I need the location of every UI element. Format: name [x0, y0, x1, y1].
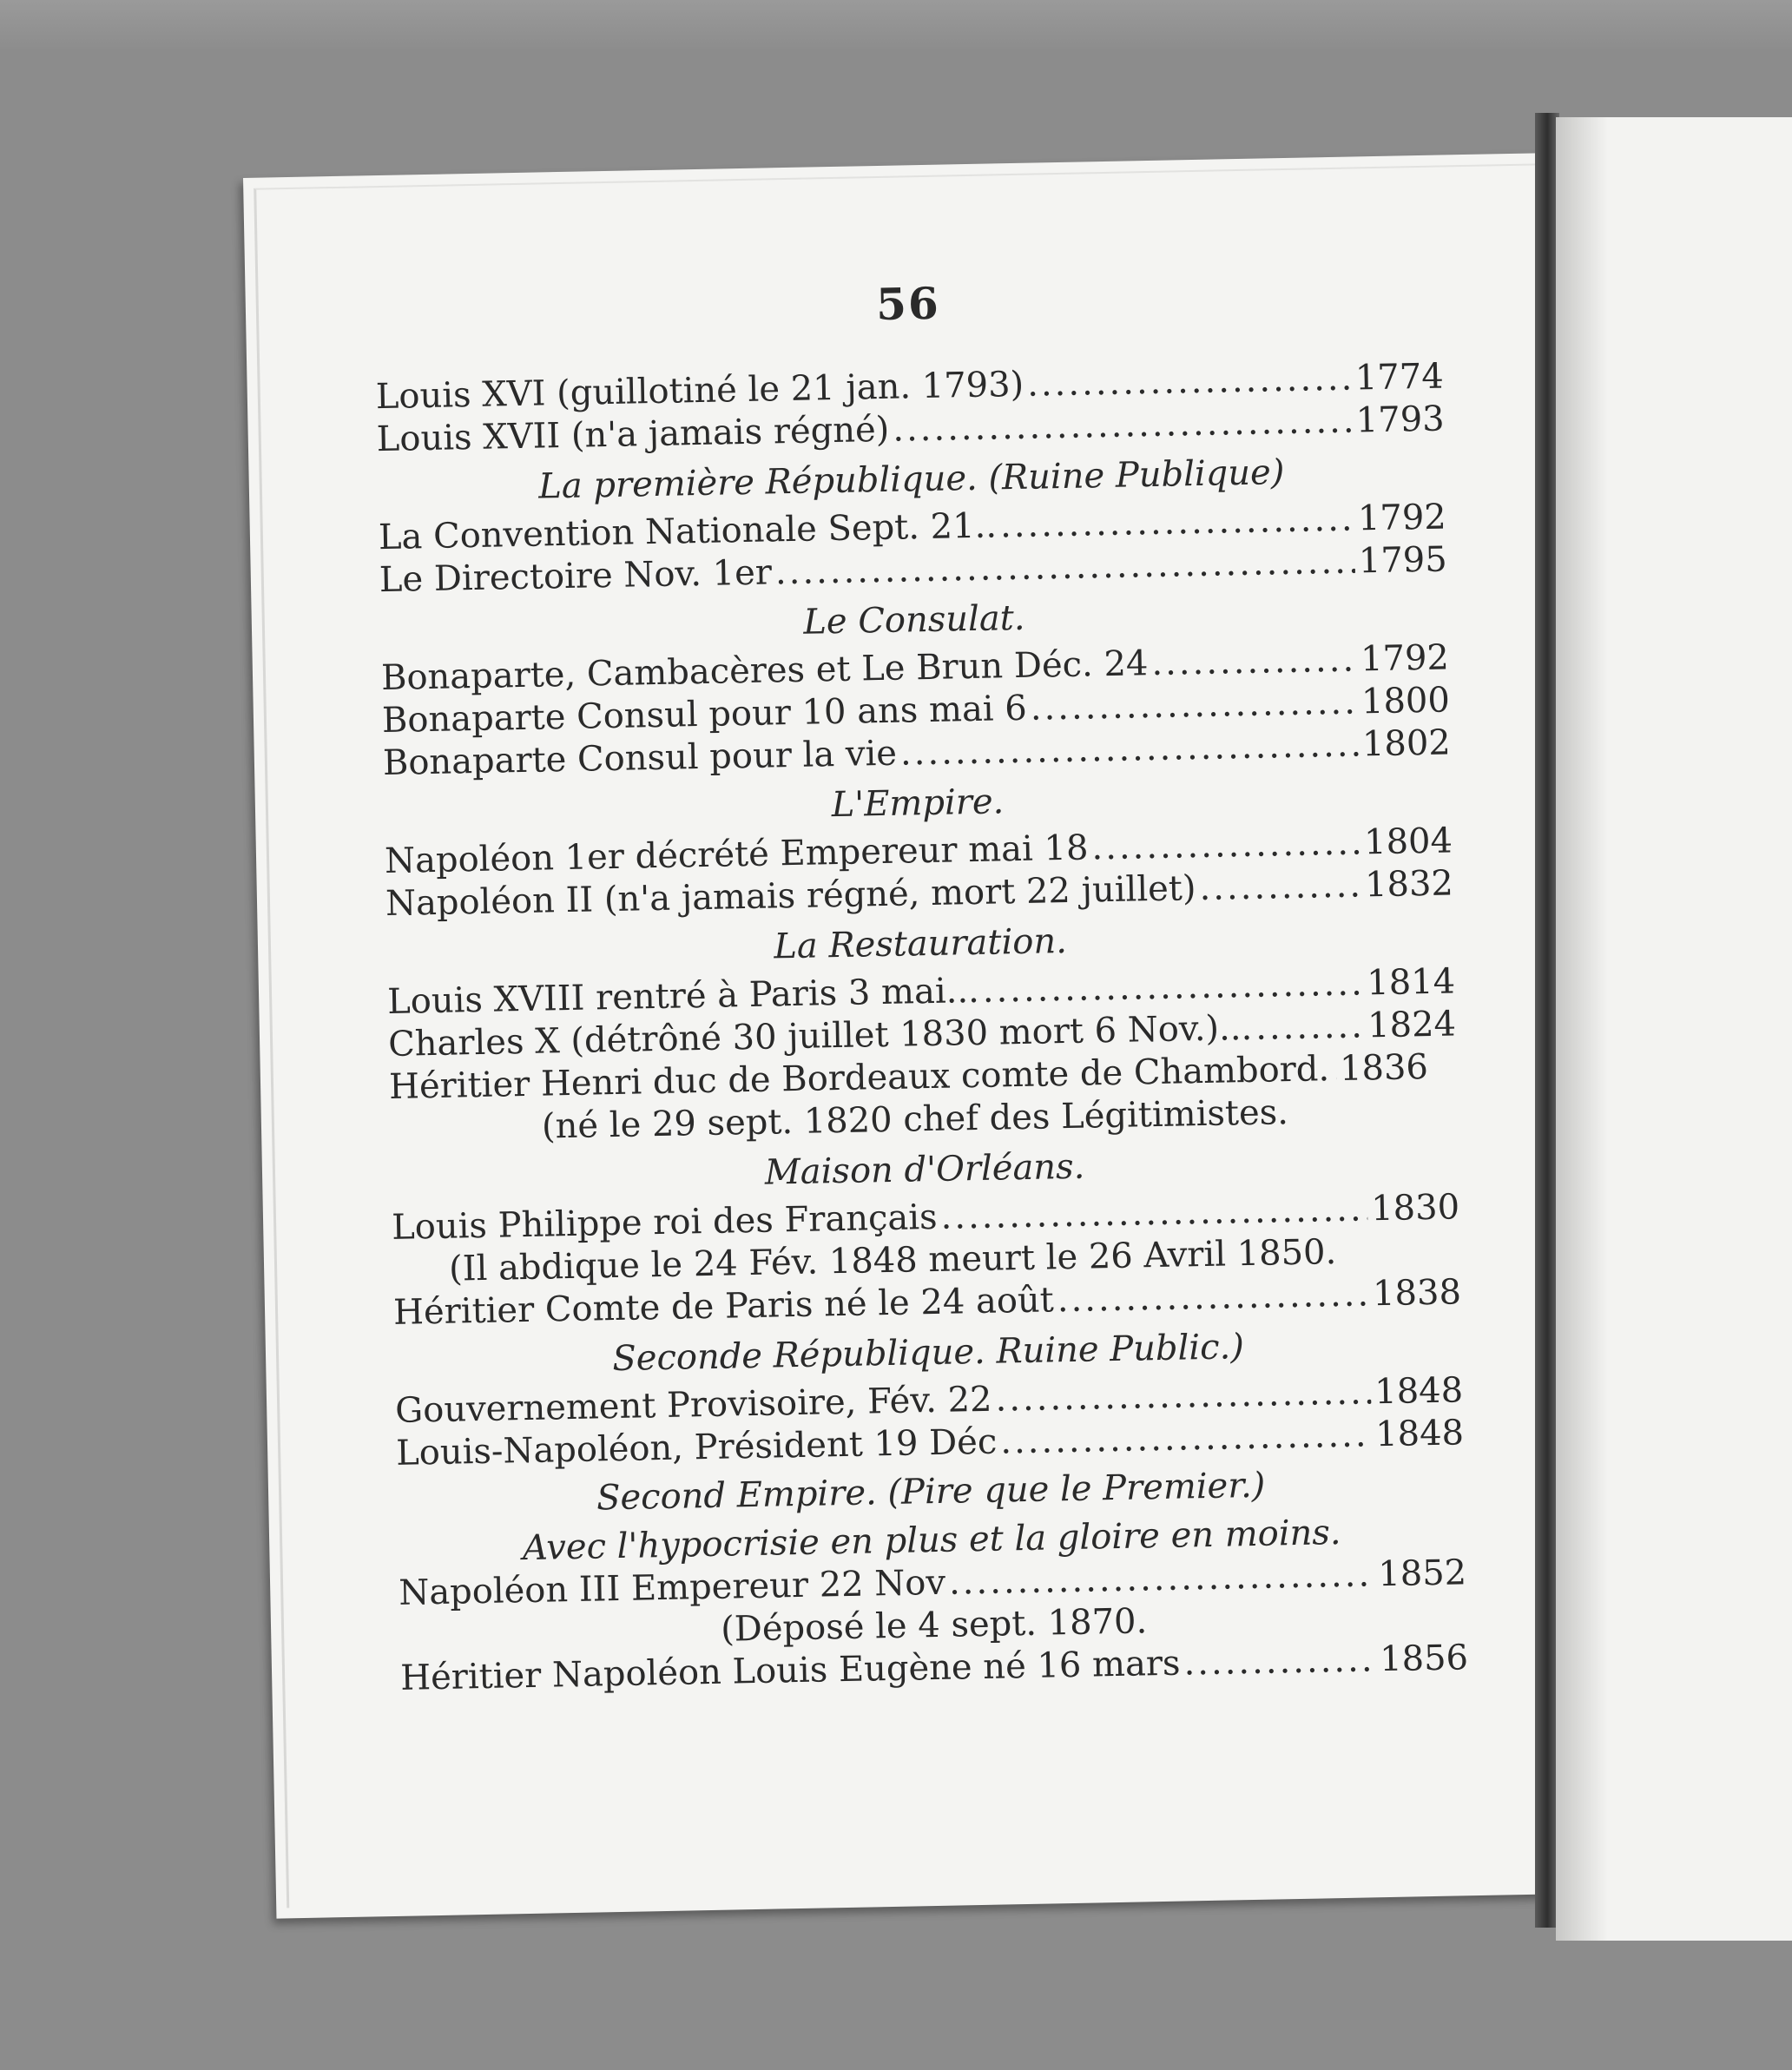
left-page-content: [373, 268, 1468, 1700]
list-item: Héritier Napoléon Louis Eugène né 16 mars ..... 1856: [400, 1637, 1469, 1700]
note: (Il abdique le 24 Fév. 1848 meurt le 26 Avril 1850.: [448, 1232, 1337, 1289]
background-top: [0, 0, 1792, 52]
list-item: Bonaparte, Cambacères et Le Brun Déc. 24 ..... 1792: [381, 636, 1450, 700]
section-heading: L'Empire.: [831, 781, 1005, 826]
list-item: Napoléon III Empereur 22 Nov ..... 1852: [399, 1552, 1467, 1615]
section-heading: Seconde République. Ruine Public.): [611, 1327, 1245, 1380]
list-item: Napoléon 1er décrété Empereur mai 18 ..... 1804: [385, 820, 1453, 883]
list-item: Louis XVI (guillotiné le 21 jan. 1793) ..... 1774: [375, 356, 1444, 419]
list-item: Bonaparte Consul pour 10 ans mai 6 ..... 1800: [382, 679, 1451, 742]
note: (né le 29 sept. 1820 chef des Légitimistes.: [541, 1092, 1289, 1147]
section-subheading: Avec l'hypocrisie en plus et la gloire en moins.: [522, 1513, 1341, 1569]
list-item: Bonaparte Consul pour la vie ..... 1802: [383, 722, 1452, 785]
list-item: Louis Philippe roi des Français ..... 1830: [392, 1186, 1460, 1249]
left-page: [243, 153, 1587, 1919]
note: (Déposé le 4 sept. 1870.: [720, 1601, 1148, 1650]
page-number: 56: [875, 277, 941, 331]
list-item: Héritier Comte de Paris né le 24 août ..... 1838: [393, 1271, 1462, 1335]
section-heading: Maison d'Orléans.: [764, 1146, 1085, 1193]
list-item: Louis XVII (n'a jamais régné) ..... 1793: [376, 398, 1445, 461]
list-item: Gouvernement Provisoire, Fév. 22 ..... 1848: [395, 1369, 1464, 1433]
section-heading: La Restauration.: [773, 920, 1068, 967]
section-heading: La première République. (Ruine Publique): [537, 452, 1285, 507]
section-heading: Le Consulat.: [802, 597, 1025, 643]
list-item: Le Directoire Nov. 1er ..... 1795: [379, 538, 1447, 602]
right-page: [1556, 117, 1792, 1941]
list-item: La Convention Nationale Sept. 21.. ..... 1792: [379, 496, 1447, 559]
list-item: Charles X (détrôné 30 juillet 1830 mort 6 Nov.)... ..... 1824: [388, 1003, 1457, 1066]
section-heading: Second Empire. (Pire que le Premier.): [596, 1465, 1266, 1519]
list-item: Héritier Henri duc de Bordeaux comte de Chambord. ..... 1836: [389, 1045, 1458, 1109]
list-item: Louis XVIII rentré à Paris 3 mai... ..... 1814: [387, 960, 1456, 1024]
list-item: Napoléon II (n'a jamais régné, mort 22 juillet) ..... 1832: [385, 862, 1454, 926]
list-item: Louis-Napoléon, Président 19 Déc ..... 1848: [396, 1412, 1465, 1475]
